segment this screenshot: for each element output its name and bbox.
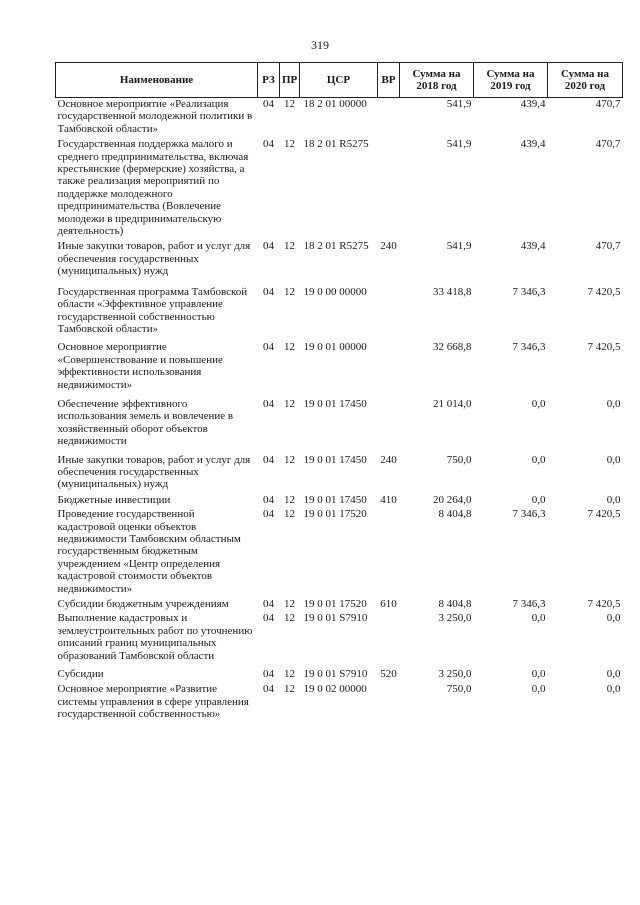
row-vr: 610 — [380, 598, 397, 611]
row-vr — [378, 508, 400, 598]
row-csr: 19 0 01 00000 — [303, 341, 367, 354]
header-pr: ПР — [280, 63, 300, 98]
row-sum-2020: 470,7 — [595, 98, 621, 110]
row-rz: 04 — [263, 138, 274, 151]
row-csr: 19 0 01 17450 — [303, 397, 367, 410]
row-rz: 04 — [263, 98, 274, 110]
row-sum-2020: 7 420,5 — [587, 598, 621, 611]
table-row — [56, 494, 623, 508]
header-vr: ВР — [378, 63, 400, 98]
row-pr: 12 — [284, 453, 295, 466]
row-csr: 19 0 01 17520 — [303, 508, 367, 521]
budget-table — [55, 62, 623, 724]
table-row — [56, 668, 623, 683]
row-sum-2018: 541,9 — [446, 138, 472, 151]
row-pr: 12 — [284, 240, 295, 253]
row-csr: 19 0 01 S7910 — [303, 668, 368, 681]
table-row — [56, 683, 623, 723]
row-pr: 12 — [284, 668, 295, 681]
row-sum-2020: 470,7 — [595, 240, 621, 253]
row-sum-2018: 541,9 — [446, 240, 472, 253]
row-name: Обеспечение эффективного использования земель и вовлечение в хозяйственный оборот объектов недвижимости — [57, 397, 234, 448]
row-sum-2019: 0,0 — [531, 397, 546, 410]
row-name: Проведение государственной кадастровой оценки объектов недвижимости Тамбовским областным государственным бюджетным учреждением «Центр определения кадастровой стоимости объектов недвижимости» — [57, 508, 241, 595]
row-pr: 12 — [284, 285, 295, 298]
row-rz: 04 — [263, 285, 274, 298]
row-name: Основное мероприятие «Совершенствование и повышение эффективности использования недвижимости» — [57, 341, 223, 391]
header-csr: ЦСР — [300, 63, 378, 98]
row-rz: 04 — [263, 397, 274, 410]
header-name: Наименование — [56, 63, 258, 98]
row-name: Иные закупки товаров, работ и услуг для обеспечения государственных (муниципальных) нужд — [57, 453, 251, 491]
row-rz: 04 — [263, 240, 274, 253]
row-sum-2019: 0,0 — [531, 612, 546, 625]
row-sum-2020: 7 420,5 — [587, 341, 621, 354]
row-pr: 12 — [284, 493, 295, 506]
row-vr — [378, 683, 400, 723]
table-row — [56, 98, 623, 139]
table-header-row — [56, 63, 623, 98]
row-pr: 12 — [284, 341, 295, 354]
row-rz: 04 — [263, 668, 274, 681]
row-sum-2019: 439,4 — [520, 138, 546, 151]
row-rz: 04 — [263, 598, 274, 611]
table-row — [56, 286, 623, 342]
row-pr: 12 — [284, 397, 295, 410]
row-sum-2018: 33 418,8 — [433, 285, 472, 298]
row-sum-2019: 439,4 — [520, 240, 546, 253]
row-sum-2020: 0,0 — [606, 612, 621, 625]
row-sum-2018: 750,0 — [446, 453, 472, 466]
row-csr: 18 2 01 R5275 — [303, 138, 369, 151]
table-row — [56, 138, 623, 240]
row-name: Бюджетные инвестиции — [57, 493, 171, 506]
row-rz: 04 — [263, 453, 274, 466]
row-sum-2018: 3 250,0 — [438, 612, 472, 625]
row-csr: 19 0 01 17520 — [303, 598, 367, 611]
row-sum-2019: 7 346,3 — [512, 598, 546, 611]
row-sum-2018: 541,9 — [446, 98, 472, 110]
row-vr: 410 — [380, 493, 397, 506]
row-sum-2019: 0,0 — [531, 683, 546, 696]
table-row — [56, 508, 623, 598]
row-sum-2020: 7 420,5 — [587, 285, 621, 298]
row-sum-2020: 7 420,5 — [587, 508, 621, 521]
row-csr: 19 0 00 00000 — [303, 285, 367, 298]
table-row — [56, 598, 623, 612]
row-sum-2019: 0,0 — [531, 493, 546, 506]
row-csr: 19 0 01 S7910 — [303, 612, 368, 625]
row-sum-2019: 7 346,3 — [512, 285, 546, 298]
row-vr — [378, 138, 400, 240]
row-sum-2018: 8 404,8 — [438, 508, 472, 521]
row-rz: 04 — [263, 493, 274, 506]
table-row — [56, 398, 623, 454]
table-row — [56, 341, 623, 398]
row-sum-2018: 750,0 — [446, 683, 472, 696]
row-name: Субсидии — [57, 668, 104, 681]
table-row — [56, 612, 623, 668]
row-vr — [378, 341, 400, 398]
header-sum-2020: Сумма на 2020 год — [548, 63, 623, 98]
row-vr — [378, 286, 400, 342]
row-pr: 12 — [284, 598, 295, 611]
row-csr: 19 0 01 17450 — [303, 453, 367, 466]
row-vr — [378, 398, 400, 454]
row-sum-2018: 21 014,0 — [433, 397, 472, 410]
row-sum-2020: 470,7 — [595, 138, 621, 151]
row-sum-2020: 0,0 — [606, 493, 621, 506]
row-vr: 240 — [380, 453, 397, 466]
row-name: Иные закупки товаров, работ и услуг для обеспечения государственных (муниципальных) нужд — [57, 240, 251, 278]
table-row — [56, 454, 623, 494]
row-sum-2019: 0,0 — [531, 453, 546, 466]
row-rz: 04 — [263, 612, 274, 625]
row-name: Государственная поддержка малого и среднего предпринимательства, включая крестьянские (фермерские) хозяйства, а также реализация мероприятий по поддержке молодежного предпринимательства (Вовлечение молодежи в предпринимательскую деятельность) — [57, 138, 249, 238]
row-name: Субсидии бюджетным учреждениям — [57, 598, 229, 611]
row-name: Выполнение кадастровых и землеустроительных работ по уточнению описаний границ муниципальных образований Тамбовской области — [57, 612, 253, 662]
row-sum-2018: 20 264,0 — [433, 493, 472, 506]
header-rz: РЗ — [258, 63, 280, 98]
row-rz: 04 — [263, 683, 274, 696]
row-sum-2020: 0,0 — [606, 668, 621, 681]
row-name: Основное мероприятие «Развитие системы управления в сфере управления государственной собственностью» — [57, 683, 249, 721]
row-csr: 19 0 02 00000 — [303, 683, 367, 696]
header-sum-2019: Сумма на 2019 год — [474, 63, 548, 98]
row-rz: 04 — [263, 341, 274, 354]
row-sum-2018: 32 668,8 — [433, 341, 472, 354]
row-sum-2020: 0,0 — [606, 683, 621, 696]
row-pr: 12 — [284, 138, 295, 151]
row-sum-2019: 439,4 — [520, 98, 546, 110]
row-sum-2019: 0,0 — [531, 668, 546, 681]
row-name: Государственная программа Тамбовской области «Эффективное управление государственной собственностью Тамбовской области» — [57, 285, 248, 335]
row-vr: 520 — [380, 668, 397, 681]
row-rz: 04 — [263, 508, 274, 521]
row-pr: 12 — [284, 98, 295, 110]
row-sum-2019: 7 346,3 — [512, 341, 546, 354]
row-sum-2020: 0,0 — [606, 397, 621, 410]
row-vr: 240 — [380, 240, 397, 253]
row-csr: 18 2 01 00000 — [303, 98, 367, 110]
table-row — [56, 240, 623, 285]
row-vr — [378, 98, 400, 139]
row-pr: 12 — [284, 612, 295, 625]
row-pr: 12 — [284, 508, 295, 521]
row-pr: 12 — [284, 683, 295, 696]
row-csr: 18 2 01 R5275 — [303, 240, 369, 253]
row-sum-2019: 7 346,3 — [512, 508, 546, 521]
page-number: 319 — [311, 38, 329, 52]
row-sum-2018: 8 404,8 — [438, 598, 472, 611]
row-name: Основное мероприятие «Реализация государственной молодежной политики в Тамбовской области» — [57, 98, 253, 135]
row-csr: 19 0 01 17450 — [303, 493, 367, 506]
row-vr — [378, 612, 400, 668]
row-sum-2018: 3 250,0 — [438, 668, 472, 681]
header-sum-2018: Сумма на 2018 год — [400, 63, 474, 98]
row-sum-2020: 0,0 — [606, 453, 621, 466]
